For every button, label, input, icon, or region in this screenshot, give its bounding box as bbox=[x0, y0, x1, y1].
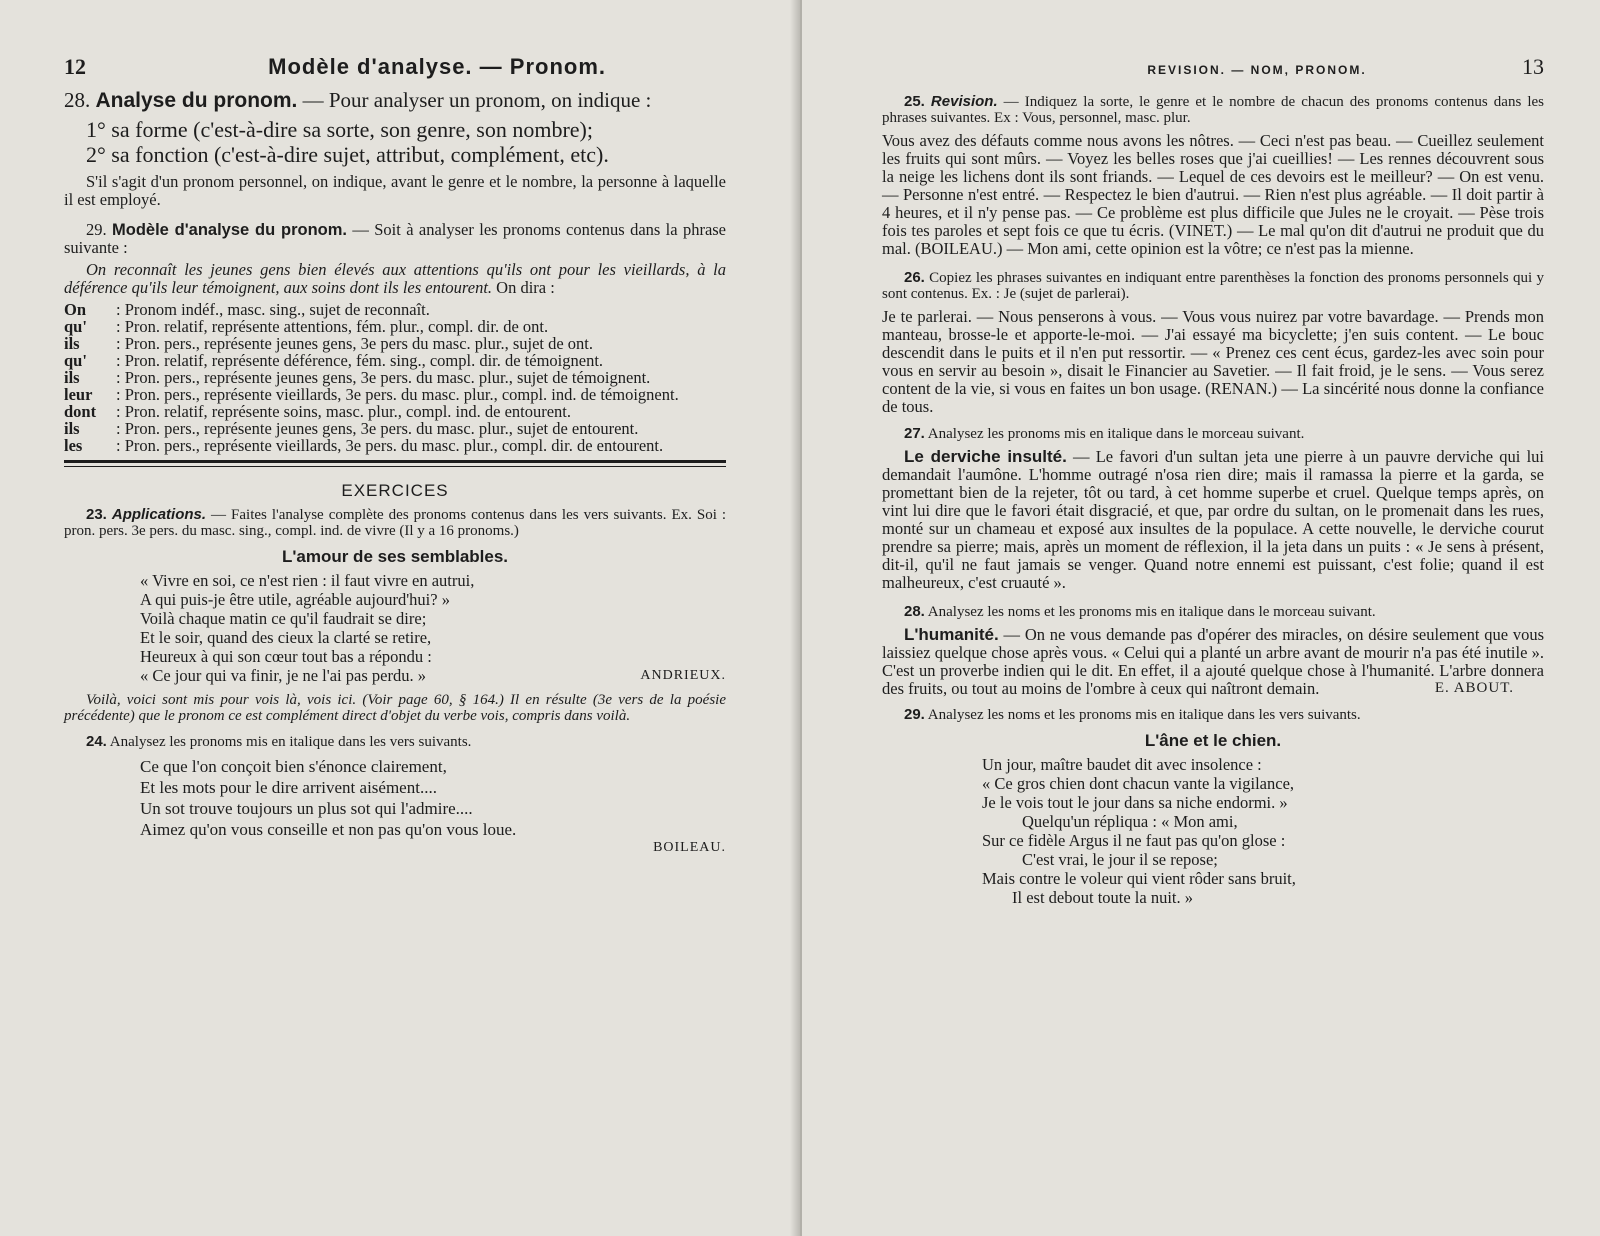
exercise-28-title: L'humanité. bbox=[904, 625, 999, 644]
exercise-24-poem bbox=[140, 756, 726, 840]
exercise-24-text: Analysez les pronoms mis en italique dans les vers suivants. bbox=[109, 734, 472, 750]
exercises-title: EXERCICES bbox=[341, 481, 449, 500]
poem-line: Quelqu'un répliqua : « Mon ami, bbox=[1022, 812, 1238, 831]
exercise-23-number: 23. bbox=[86, 506, 107, 523]
exercise-25-number: 25. bbox=[904, 93, 925, 110]
exercise-25-body: Vous avez des défauts comme nous avons les nôtres. — Ceci n'est pas beau. — Cueillez seulement les fruits qui sont mûrs. — Voyez les belles roses que j'ai cueillies! — Les rennes découvrent sous la neige les lichens dont ils sont friands. — Lequel de ces devoirs est le meilleur? — On est venu. — Personne n'est entré. — Respectez le bien d'autrui. — Rien n'est plus agréable. — Il doit partir à 4 heures, et il n'y pense pas. — Ce problème est plus difficile que Jules ne le croyait. — Pèse trois fois tes paroles et sept fois ce que tu écris. (VINET.) — Le mal qu'on dit d'autrui ne produit que du mal. (BOILEAU.) — Mon ami, cette opinion est la vôtre; ce n'est pas la mienne. bbox=[882, 131, 1544, 258]
analysis-description: : Pron. pers., représente vieillards, 3e pers. du masc. plur., compl. dir. de entourent. bbox=[116, 436, 664, 455]
analysis-row bbox=[64, 352, 726, 369]
analysis-description: : Pron. pers., représente jeunes gens, 3e pers. du masc. plur., sujet de entourent. bbox=[116, 419, 639, 438]
analysis-row bbox=[64, 386, 726, 403]
poem-line: Et les mots pour le dire arrivent aisément.... bbox=[140, 778, 437, 797]
poem-line: Sur ce fidèle Argus il ne faut pas qu'on glose : bbox=[982, 831, 1286, 850]
right-page-header bbox=[882, 54, 1544, 80]
poem-line: Un sot trouve toujours un plus sot qui l'admire.... bbox=[140, 799, 473, 818]
exercise-29-text: Analysez les noms et les pronoms mis en italique dans les vers suivants. bbox=[927, 707, 1361, 723]
right-running-head: REVISION. — NOM, PRONOM. bbox=[1147, 63, 1367, 77]
poem-line: Et le soir, quand des cieux la clarté se retire, bbox=[140, 628, 432, 647]
analysis-word: leur bbox=[64, 385, 93, 404]
section-29-heading: Modèle d'analyse du pronom. bbox=[112, 221, 348, 239]
analysis-word: ils bbox=[64, 334, 80, 353]
exercise-25-text: — Indiquez la sorte, le genre et le nombre de chacun des pronoms contenus dans les phrases suivantes. Ex : Vous, personnel, masc. plur. bbox=[882, 94, 1545, 126]
exercise-27-title: Le derviche insulté. bbox=[904, 447, 1067, 466]
exercise-23-poem-title: L'amour de ses semblables. bbox=[281, 547, 509, 566]
poem-line: Ce que l'on conçoit bien s'énonce clairement, bbox=[140, 757, 447, 776]
exercise-23-note: Voilà, voici sont mis pour vois là, vois ici. (Voir page 60, § 164.) Il en résulte (3e vers de la poésie précédente) que le pronom ce est complément direct d'objet du verbe vois, compris dans voilà. bbox=[64, 692, 726, 724]
exercise-24-number: 24. bbox=[86, 733, 107, 750]
exercise-23-heading: Applications. bbox=[111, 506, 207, 523]
analysis-row bbox=[64, 403, 726, 420]
analysis-row bbox=[64, 301, 726, 318]
exercise-28 bbox=[882, 604, 1544, 697]
analysis-word: ils bbox=[64, 419, 80, 438]
analysis-word: qu' bbox=[64, 351, 87, 370]
left-page-header bbox=[64, 54, 726, 80]
analysis-row bbox=[64, 369, 726, 386]
section-rule bbox=[64, 460, 726, 467]
analysis-row bbox=[64, 318, 726, 335]
analysis-word: On bbox=[64, 300, 87, 319]
analysis-description: : Pron. pers., représente vieillards, 3e pers. du masc. plur., compl. ind. de témoignent. bbox=[116, 385, 679, 404]
exercise-27 bbox=[882, 426, 1544, 592]
exercise-29-poem bbox=[982, 755, 1544, 907]
exercise-26-body: Je te parlerai. — Nous penserons à vous. — Vous vous nuirez par votre bavardage. — Prends mon manteau, brosse-le et apporte-le-moi. — J'ai essayé ma bicyclette; j'en suis content. — Le bouc descendit dans le puits et il n'en put ressortir. — « Prenez ces cent écus, gardez-les avec soin pour vous en servir au besoin », disait le Financier au Savetier. — Il fait froid, je le sens. — Vous serez content de la vie, si vous en faites un bon usage. (RENAN.) — La sincérité nous donne la confiance de tous. bbox=[882, 307, 1544, 416]
left-page-number: 12 bbox=[64, 54, 86, 79]
exercise-23-author: ANDRIEUX. bbox=[640, 668, 726, 683]
section-29-example: On reconnaît les jeunes gens bien élevés aux attentions qu'ils ont pour les vieillards, à la déférence qu'ils leur témoignent, aux soins dont ils les entourent. bbox=[64, 260, 726, 297]
poem-line: Aimez qu'on vous conseille et non pas qu'on vous loue. bbox=[140, 820, 517, 839]
analysis-word: les bbox=[64, 436, 83, 455]
section-28-note: S'il s'agit d'un pronom personnel, on indique, avant le genre et le nombre, la personne à laquelle il est employé. bbox=[64, 172, 726, 209]
exercise-27-number: 27. bbox=[904, 425, 925, 442]
exercise-28-number: 28. bbox=[904, 603, 925, 620]
section-29-number: 29. bbox=[86, 220, 107, 239]
section-28-item-2: 2° sa fonction (c'est-à-dire sujet, attribut, complément, etc). bbox=[86, 142, 609, 167]
analysis-table bbox=[64, 301, 726, 454]
poem-line: « Vivre en soi, ce n'est rien : il faut vivre en autrui, bbox=[140, 571, 475, 590]
poem-line: Je le vois tout le jour dans sa niche endormi. » bbox=[982, 793, 1288, 812]
analysis-description: : Pron. pers., représente jeunes gens, 3e pers du masc. plur., sujet de ont. bbox=[116, 334, 594, 353]
analysis-description: : Pron. relatif, représente attentions, fém. plur., compl. dir. de ont. bbox=[116, 317, 549, 336]
poem-line: « Ce jour qui va finir, je ne l'ai pas perdu. » bbox=[140, 666, 426, 685]
poem-line: Un jour, maître baudet dit avec insolence : bbox=[982, 755, 1262, 774]
section-28-heading: Analyse du pronom. bbox=[95, 89, 298, 112]
exercise-24 bbox=[64, 734, 726, 856]
exercise-29-number: 29. bbox=[904, 706, 925, 723]
analysis-description: : Pronom indéf., masc. sing., sujet de reconnaît. bbox=[116, 300, 430, 319]
exercise-25 bbox=[882, 94, 1544, 258]
exercise-26 bbox=[882, 270, 1544, 416]
analysis-word: dont bbox=[64, 402, 97, 421]
section-29-example-end: On dira : bbox=[496, 278, 555, 297]
analysis-word: qu' bbox=[64, 317, 87, 336]
poem-line: Heureux à qui son cœur tout bas a répondu : bbox=[140, 647, 432, 666]
section-29-text: — Soit à analyser les pronoms contenus dans la phrase suivante : bbox=[64, 220, 727, 257]
analysis-description: : Pron. pers., représente jeunes gens, 3e pers. du masc. plur., sujet de témoignent. bbox=[116, 368, 651, 387]
exercise-28-body: — On ne vous demande pas d'opérer des miracles, on désire seulement que vous laissiez quelque chose après vous. « Celui qui a planté un arbre avant de mourir n'a pas été inutile ». C'est un proverbe indien qui le dit. En effet, il a ajouté quelque chose à l'humanité. L'arbre donnera des fruits, ou tout au moins de l'ombre à ceux qui naîtront demain. bbox=[882, 625, 1544, 698]
section-28-item-1: 1° sa forme (c'est-à-dire sa sorte, son genre, son nombre); bbox=[86, 117, 593, 142]
exercise-27-body: — Le favori d'un sultan jeta une pierre à un pauvre derviche qui lui demandait l'aumône. L'homme outragé n'osa rien dire; mais il ramassa la pierre et la garda, se promettant bien de la rejeter, tôt ou tard, à cet homme superbe et cruel. Quelque temps après, on vint lui dire que le favori était disgracié, et que, par ordre du sultan, on le promenait dans les rues, monté sur un chameau et exposé aux insultes de la populace. A cette nouvelle, le derviche courut prendre sa pierre; mais, après un moment de réflexion, il la jeta dans un puits : « Je sens à présent, dit-il, qu'il ne faut jamais se venger. Quand notre ennemi est puissant, c'est folie; quand il est malheureux, c'est cruauté ». bbox=[882, 447, 1544, 592]
exercise-27-text: Analysez les pronoms mis en italique dans le morceau suivant. bbox=[927, 426, 1305, 442]
analysis-description: : Pron. relatif, représente déférence, fém. sing., compl. dir. de témoignent. bbox=[116, 351, 604, 370]
poem-line: Mais contre le voleur qui vient rôder sans bruit, bbox=[982, 869, 1296, 888]
section-28-number: 28. bbox=[64, 88, 91, 112]
poem-line: C'est vrai, le jour il se repose; bbox=[1022, 850, 1218, 869]
exercise-25-heading: Revision. bbox=[930, 93, 998, 110]
exercise-28-author: E. ABOUT. bbox=[1434, 680, 1514, 696]
analysis-row bbox=[64, 420, 726, 437]
right-page bbox=[802, 0, 1600, 1236]
poem-line: Il est debout toute la nuit. » bbox=[1012, 888, 1194, 907]
exercise-29 bbox=[882, 707, 1544, 907]
analysis-word: ils bbox=[64, 368, 80, 387]
exercise-23 bbox=[64, 507, 726, 724]
poem-line: A qui puis-je être utile, agréable aujourd'hui? » bbox=[140, 590, 450, 609]
section-29 bbox=[64, 221, 726, 454]
exercise-29-title: L'âne et le chien. bbox=[1144, 731, 1282, 750]
analysis-row bbox=[64, 437, 726, 454]
exercise-26-number: 26. bbox=[904, 269, 925, 286]
exercise-26-text: Copiez les phrases suivantes en indiquant entre parenthèses la fonction des pronoms personnels qui y sont contenus. Ex. : Je (sujet de parlerai). bbox=[882, 270, 1545, 302]
poem-line: « Ce gros chien dont chacun vante la vigilance, bbox=[982, 774, 1295, 793]
section-28-text: — Pour analyser un pronom, on indique : bbox=[302, 88, 652, 112]
section-28 bbox=[64, 88, 726, 209]
right-page-number: 13 bbox=[1521, 54, 1544, 79]
left-page-title: Modèle d'analyse. — Pronom. bbox=[268, 54, 606, 79]
exercise-23-text: — Faites l'analyse complète des pronoms contenus dans les vers suivants. Ex. Soi : pron. pers. 3e pers. du masc. sing., compl. ind. de vivre (Il y a 16 pronoms.) bbox=[64, 507, 727, 539]
analysis-description: : Pron. relatif, représente soins, masc. plur., compl. ind. de entourent. bbox=[116, 402, 572, 421]
poem-line: Voilà chaque matin ce qu'il faudrait se dire; bbox=[140, 609, 427, 628]
analysis-row bbox=[64, 335, 726, 352]
exercise-28-text: Analysez les noms et les pronoms mis en italique dans le morceau suivant. bbox=[927, 604, 1376, 620]
exercise-24-author: BOILEAU. bbox=[653, 840, 726, 855]
